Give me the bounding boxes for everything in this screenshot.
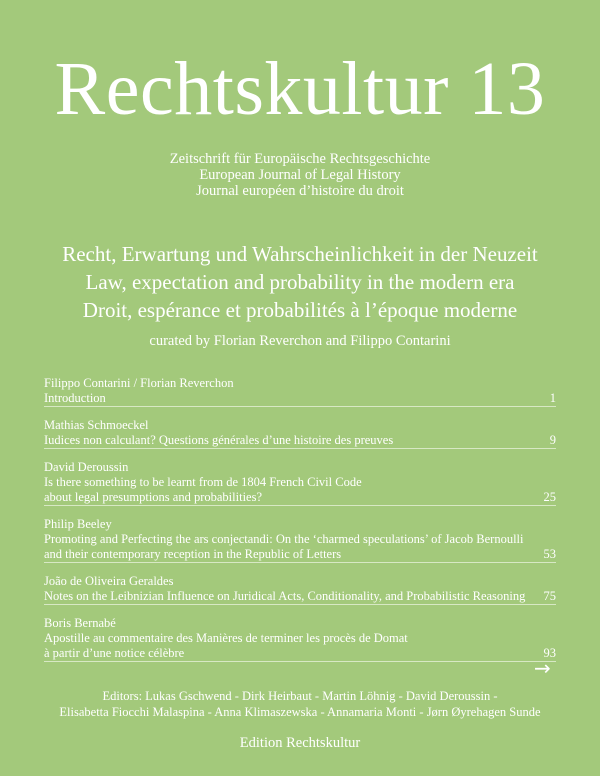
- toc-title-line: Iudices non calculant? Questions générales d’une histoire des preuves 9: [44, 433, 556, 447]
- toc-title-line: Apostille au commentaire des Manières de terminer les procès de Domat: [44, 631, 408, 645]
- toc-entry[interactable]: [44, 574, 556, 605]
- toc-entry[interactable]: [44, 517, 556, 563]
- toc-author: Boris Bernabé: [44, 616, 116, 630]
- toc-author: João de Oliveira Geraldes: [44, 574, 174, 588]
- editors-list: [0, 688, 600, 720]
- publisher-name: Edition Rechtskultur: [239, 735, 361, 751]
- toc-author: Filippo Contarini / Florian Reverchon: [44, 376, 234, 390]
- toc-author: Mathias Schmoeckel: [44, 418, 149, 432]
- theme-french: Droit, espérance et probabilités à l’époque moderne: [82, 298, 518, 322]
- editors-line: Editors: Lukas Gschwend - Dirk Heirbaut - Martin Löhnig - David Deroussin -: [102, 689, 498, 703]
- theme-english: Law, expectation and probability in the modern era: [85, 270, 515, 294]
- subtitle-german: Zeitschrift für Europäische Rechtsgeschichte: [169, 151, 431, 167]
- toc-title-line: Introduction 1: [44, 391, 556, 405]
- toc-entry[interactable]: [44, 460, 556, 506]
- toc-title-line: Notes on the Leibnizian Influence on Juridical Acts, Conditionality, and Probabilistic Reasoning 75: [44, 589, 556, 603]
- toc-title-line: and their contemporary reception in the Republic of Letters 53: [44, 547, 556, 561]
- toc-page-number: 75: [543, 589, 556, 603]
- journal-title: Rechtskultur 13: [54, 47, 546, 131]
- toc-page-number: 93: [543, 646, 556, 660]
- table-of-contents: [44, 376, 556, 673]
- toc-title-line: Promoting and Perfecting the ars conjectandi: On the ‘charmed speculations’ of Jacob Bernoulli: [44, 532, 524, 546]
- toc-page-number: 53: [543, 547, 556, 561]
- curated-by: curated by Florian Reverchon and Filippo Contarini: [149, 333, 451, 349]
- toc-author: Philip Beeley: [44, 517, 112, 531]
- theme-german: Recht, Erwartung und Wahrscheinlichkeit in der Neuzeit: [62, 242, 538, 266]
- subtitle-english: European Journal of Legal History: [199, 167, 401, 183]
- toc-entry[interactable]: [44, 376, 556, 407]
- toc-title-line: Is there something to be learnt from de 1804 French Civil Code: [44, 475, 362, 489]
- journal-subtitles: [0, 151, 600, 199]
- editors-line: Elisabetta Fiocchi Malaspina - Anna Klimaszewska - Annamaria Monti - Jørn Øyrehagen Sunde: [59, 705, 541, 719]
- toc-page-number: 1: [549, 391, 556, 405]
- toc-page-number: 9: [549, 433, 556, 447]
- arrow-right-icon[interactable]: →: [534, 656, 551, 680]
- issue-theme: [0, 240, 600, 324]
- toc-author: David Deroussin: [44, 460, 129, 474]
- toc-page-number: 25: [543, 490, 556, 504]
- subtitle-french: Journal européen d’histoire du droit: [196, 183, 404, 199]
- toc-entry[interactable]: [44, 418, 556, 449]
- toc-title-line: about legal presumptions and probabilities? 25: [44, 490, 556, 504]
- toc-entry[interactable]: [44, 616, 556, 662]
- toc-title-line: à partir d’une notice célèbre 93: [44, 646, 556, 660]
